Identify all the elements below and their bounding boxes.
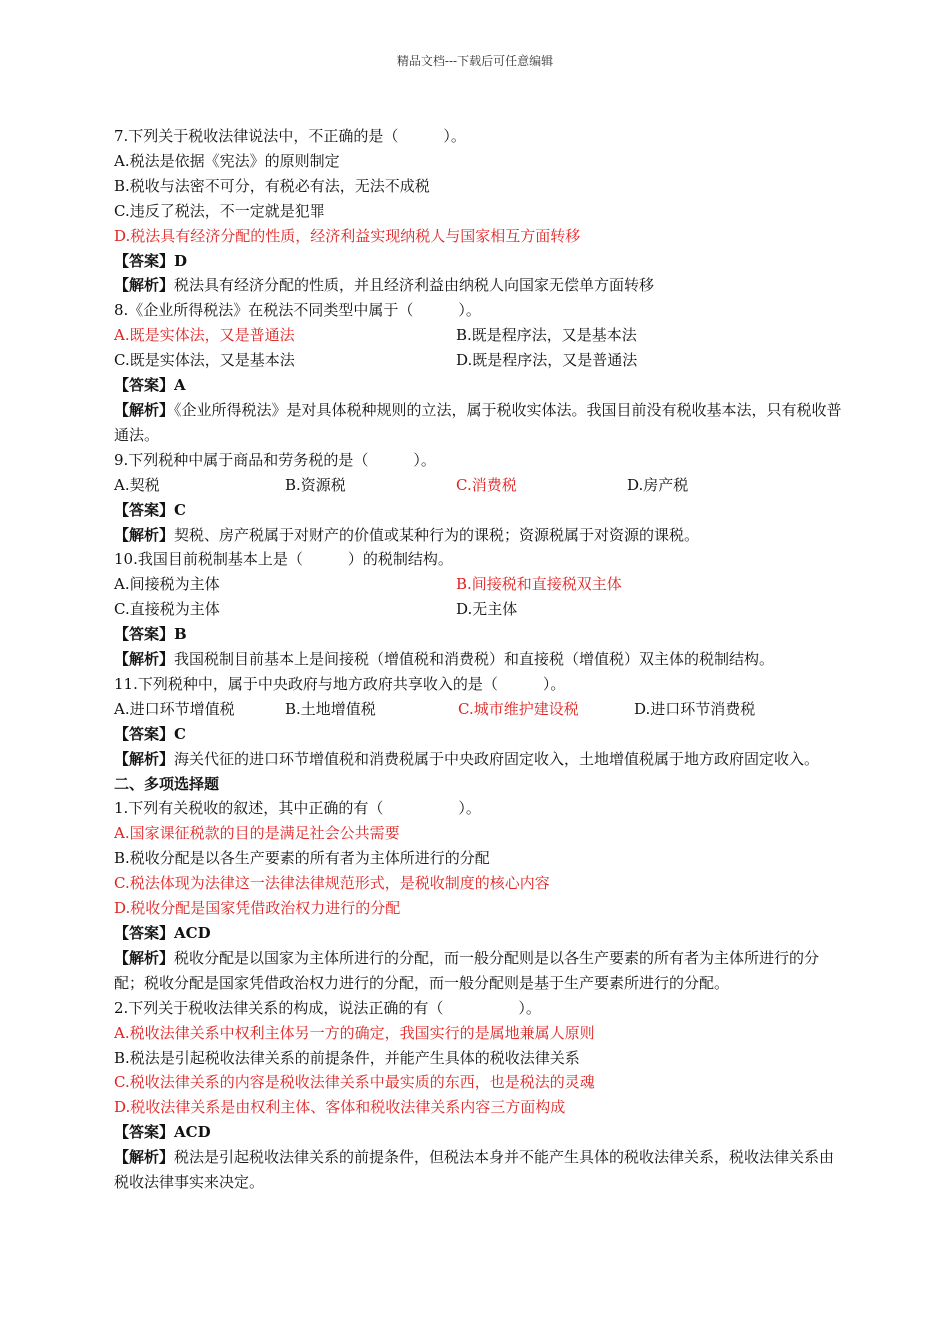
question-7-analysis — [114, 273, 844, 298]
question-8-options-row-1 — [114, 323, 844, 348]
analysis-text: 税收分配是以国家为主体所进行的分配，而一般分配则是以各生产要素的所有者为主体所进行的分配；税收分配是国家凭借政治权力进行的分配，而一般分配则是基于生产要素所进行的分配。 — [114, 948, 820, 992]
analysis-text: 《企业所得税法》是对具体税种规则的立法，属于税收实体法。我国目前没有税收基本法，只有税收普通法。 — [114, 400, 842, 444]
answer-label: 【答案】 — [114, 251, 175, 270]
answer-value: ACD — [174, 924, 211, 942]
question-8-option-c: C.既是实体法，又是基本法 — [114, 351, 295, 370]
document-body — [114, 124, 844, 1195]
answer-label: 【答案】 — [114, 924, 175, 942]
answer-label: 【答案】 — [114, 625, 175, 644]
multi-question-2-option-d: D.税收法律关系是由权利主体、客体和税收法律关系内容三方面构成 — [114, 1098, 566, 1117]
analysis-label: 【解析】 — [114, 525, 175, 544]
question-9-option-d: D.房产税 — [627, 475, 689, 494]
question-11-option-a: A.进口环节增值税 — [114, 699, 235, 718]
question-11-option-b: B.土地增值税 — [285, 699, 376, 718]
multi-question-2-option-b: B.税法是引起税收法律关系的前提条件，并能产生具体的税收法律关系 — [114, 1048, 580, 1067]
question-9-analysis — [114, 523, 844, 548]
question-8-option-d: D.既是程序法，又是普通法 — [456, 351, 638, 370]
question-8-stem: 8.《企业所得税法》在税法不同类型中属于（ ）。 — [114, 301, 481, 320]
answer-value: C — [174, 724, 186, 743]
multi-question-2-option-a: A.税收法律关系中权利主体另一方的确定，我国实行的是属地兼属人原则 — [114, 1023, 595, 1042]
question-10-option-c: C.直接税为主体 — [114, 600, 220, 619]
question-10-answer — [114, 622, 844, 647]
analysis-label: 【解析】 — [114, 650, 175, 669]
analysis-text: 海关代征的进口环节增值税和消费税属于中央政府固定收入，土地增值税属于地方政府固定收入。 — [174, 749, 820, 768]
question-8-options-row-2 — [114, 348, 844, 373]
multi-question-2-answer — [114, 1120, 844, 1145]
question-10-options-row-2 — [114, 597, 844, 622]
question-9-option-c: C.消费税 — [456, 475, 517, 494]
question-8-option-a: A.既是实体法，又是普通法 — [114, 326, 295, 345]
analysis-label: 【解析】 — [114, 749, 175, 768]
multi-question-2-analysis — [114, 1145, 844, 1195]
multi-question-1-option-c: C.税法体现为法律这一法律法律规范形式，是税收制度的核心内容 — [114, 874, 550, 893]
question-7-option-a: A.税法是依据《宪法》的原则制定 — [114, 151, 340, 170]
analysis-text: 我国税制目前基本上是间接税（增值税和消费税）和直接税（增值税）双主体的税制结构。 — [174, 650, 775, 669]
question-10-options-row-1 — [114, 572, 844, 597]
multi-question-1-option-d: D.税收分配是国家凭借政治权力进行的分配 — [114, 899, 401, 918]
multi-question-1-stem: 1.下列有关税收的叙述，其中正确的有（ ）。 — [114, 799, 481, 818]
question-11-option-c: C.城市维护建设税 — [458, 699, 579, 718]
question-9-answer — [114, 498, 844, 523]
question-11-option-d: D.进口环节消费税 — [634, 699, 756, 718]
question-9-option-a: A.契税 — [114, 475, 160, 494]
answer-label: 【答案】 — [114, 500, 175, 519]
question-9-option-b: B.资源税 — [285, 475, 346, 494]
section-heading-multiple-choice: 二、多项选择题 — [114, 774, 220, 793]
question-7-option-d: D.税法具有经济分配的性质，经济利益实现纳税人与国家相互方面转移 — [114, 226, 581, 245]
question-11-analysis — [114, 747, 844, 772]
question-10-option-b: B.间接税和直接税双主体 — [456, 575, 622, 594]
analysis-text: 契税、房产税属于对财产的价值或某种行为的课税；资源税属于对资源的课税。 — [174, 525, 700, 544]
analysis-text: 税法具有经济分配的性质，并且经济利益由纳税人向国家无偿单方面转移 — [174, 276, 655, 295]
question-7-answer — [114, 249, 844, 274]
multi-question-1-option-a: A.国家课征税款的目的是满足社会公共需要 — [114, 824, 400, 843]
multi-question-1-option-b: B.税收分配是以各生产要素的所有者为主体所进行的分配 — [114, 849, 490, 868]
multi-question-1-answer — [114, 921, 844, 946]
answer-label: 【答案】 — [114, 1123, 175, 1142]
answer-label: 【答案】 — [114, 376, 175, 395]
question-10-option-a: A.间接税为主体 — [114, 575, 220, 594]
question-11-stem: 11.下列税种中，属于中央政府与地方政府共享收入的是（ ）。 — [114, 674, 566, 693]
answer-label: 【答案】 — [114, 724, 175, 743]
analysis-label: 【解析】 — [114, 1148, 175, 1167]
multi-question-1-analysis — [114, 946, 844, 996]
analysis-label: 【解析】 — [114, 276, 175, 295]
question-8-option-b: B.既是程序法，又是基本法 — [456, 326, 637, 345]
question-11-options-row — [114, 697, 844, 722]
question-10-option-d: D.无主体 — [456, 600, 518, 619]
multi-question-2-stem: 2.下列关于税收法律关系的构成，说法正确的有（ ）。 — [114, 998, 541, 1017]
analysis-label: 【解析】 — [114, 400, 175, 419]
multi-question-2-option-c: C.税收法律关系的内容是税收法律关系中最实质的东西，也是税法的灵魂 — [114, 1073, 595, 1092]
answer-value: D — [174, 251, 188, 270]
question-9-options-row — [114, 473, 844, 498]
question-9-stem: 9.下列税种中属于商品和劳务税的是（ ）。 — [114, 450, 436, 469]
question-7-option-c: C.违反了税法，不一定就是犯罪 — [114, 201, 325, 220]
question-11-answer — [114, 722, 844, 747]
page-header: 精品文档---下载后可任意编辑 — [396, 54, 554, 68]
answer-value: C — [174, 500, 186, 519]
question-10-analysis — [114, 647, 844, 672]
question-7-option-b: B.税收与法密不可分，有税必有法，无法不成税 — [114, 176, 430, 195]
question-8-analysis — [114, 398, 844, 448]
answer-value: A — [174, 376, 186, 395]
analysis-label: 【解析】 — [114, 948, 175, 967]
question-10-stem: 10.我国目前税制基本上是（ ）的税制结构。 — [114, 550, 453, 569]
answer-value: ACD — [174, 1123, 211, 1142]
question-7-stem: 7.下列关于税收法律说法中，不正确的是（ ）。 — [114, 127, 466, 145]
answer-value: B — [174, 625, 187, 644]
analysis-text: 税法是引起税收法律关系的前提条件，但税法本身并不能产生具体的税收法律关系，税收法律关系由税收法律事实来决定。 — [114, 1148, 835, 1192]
question-8-answer — [114, 373, 844, 398]
